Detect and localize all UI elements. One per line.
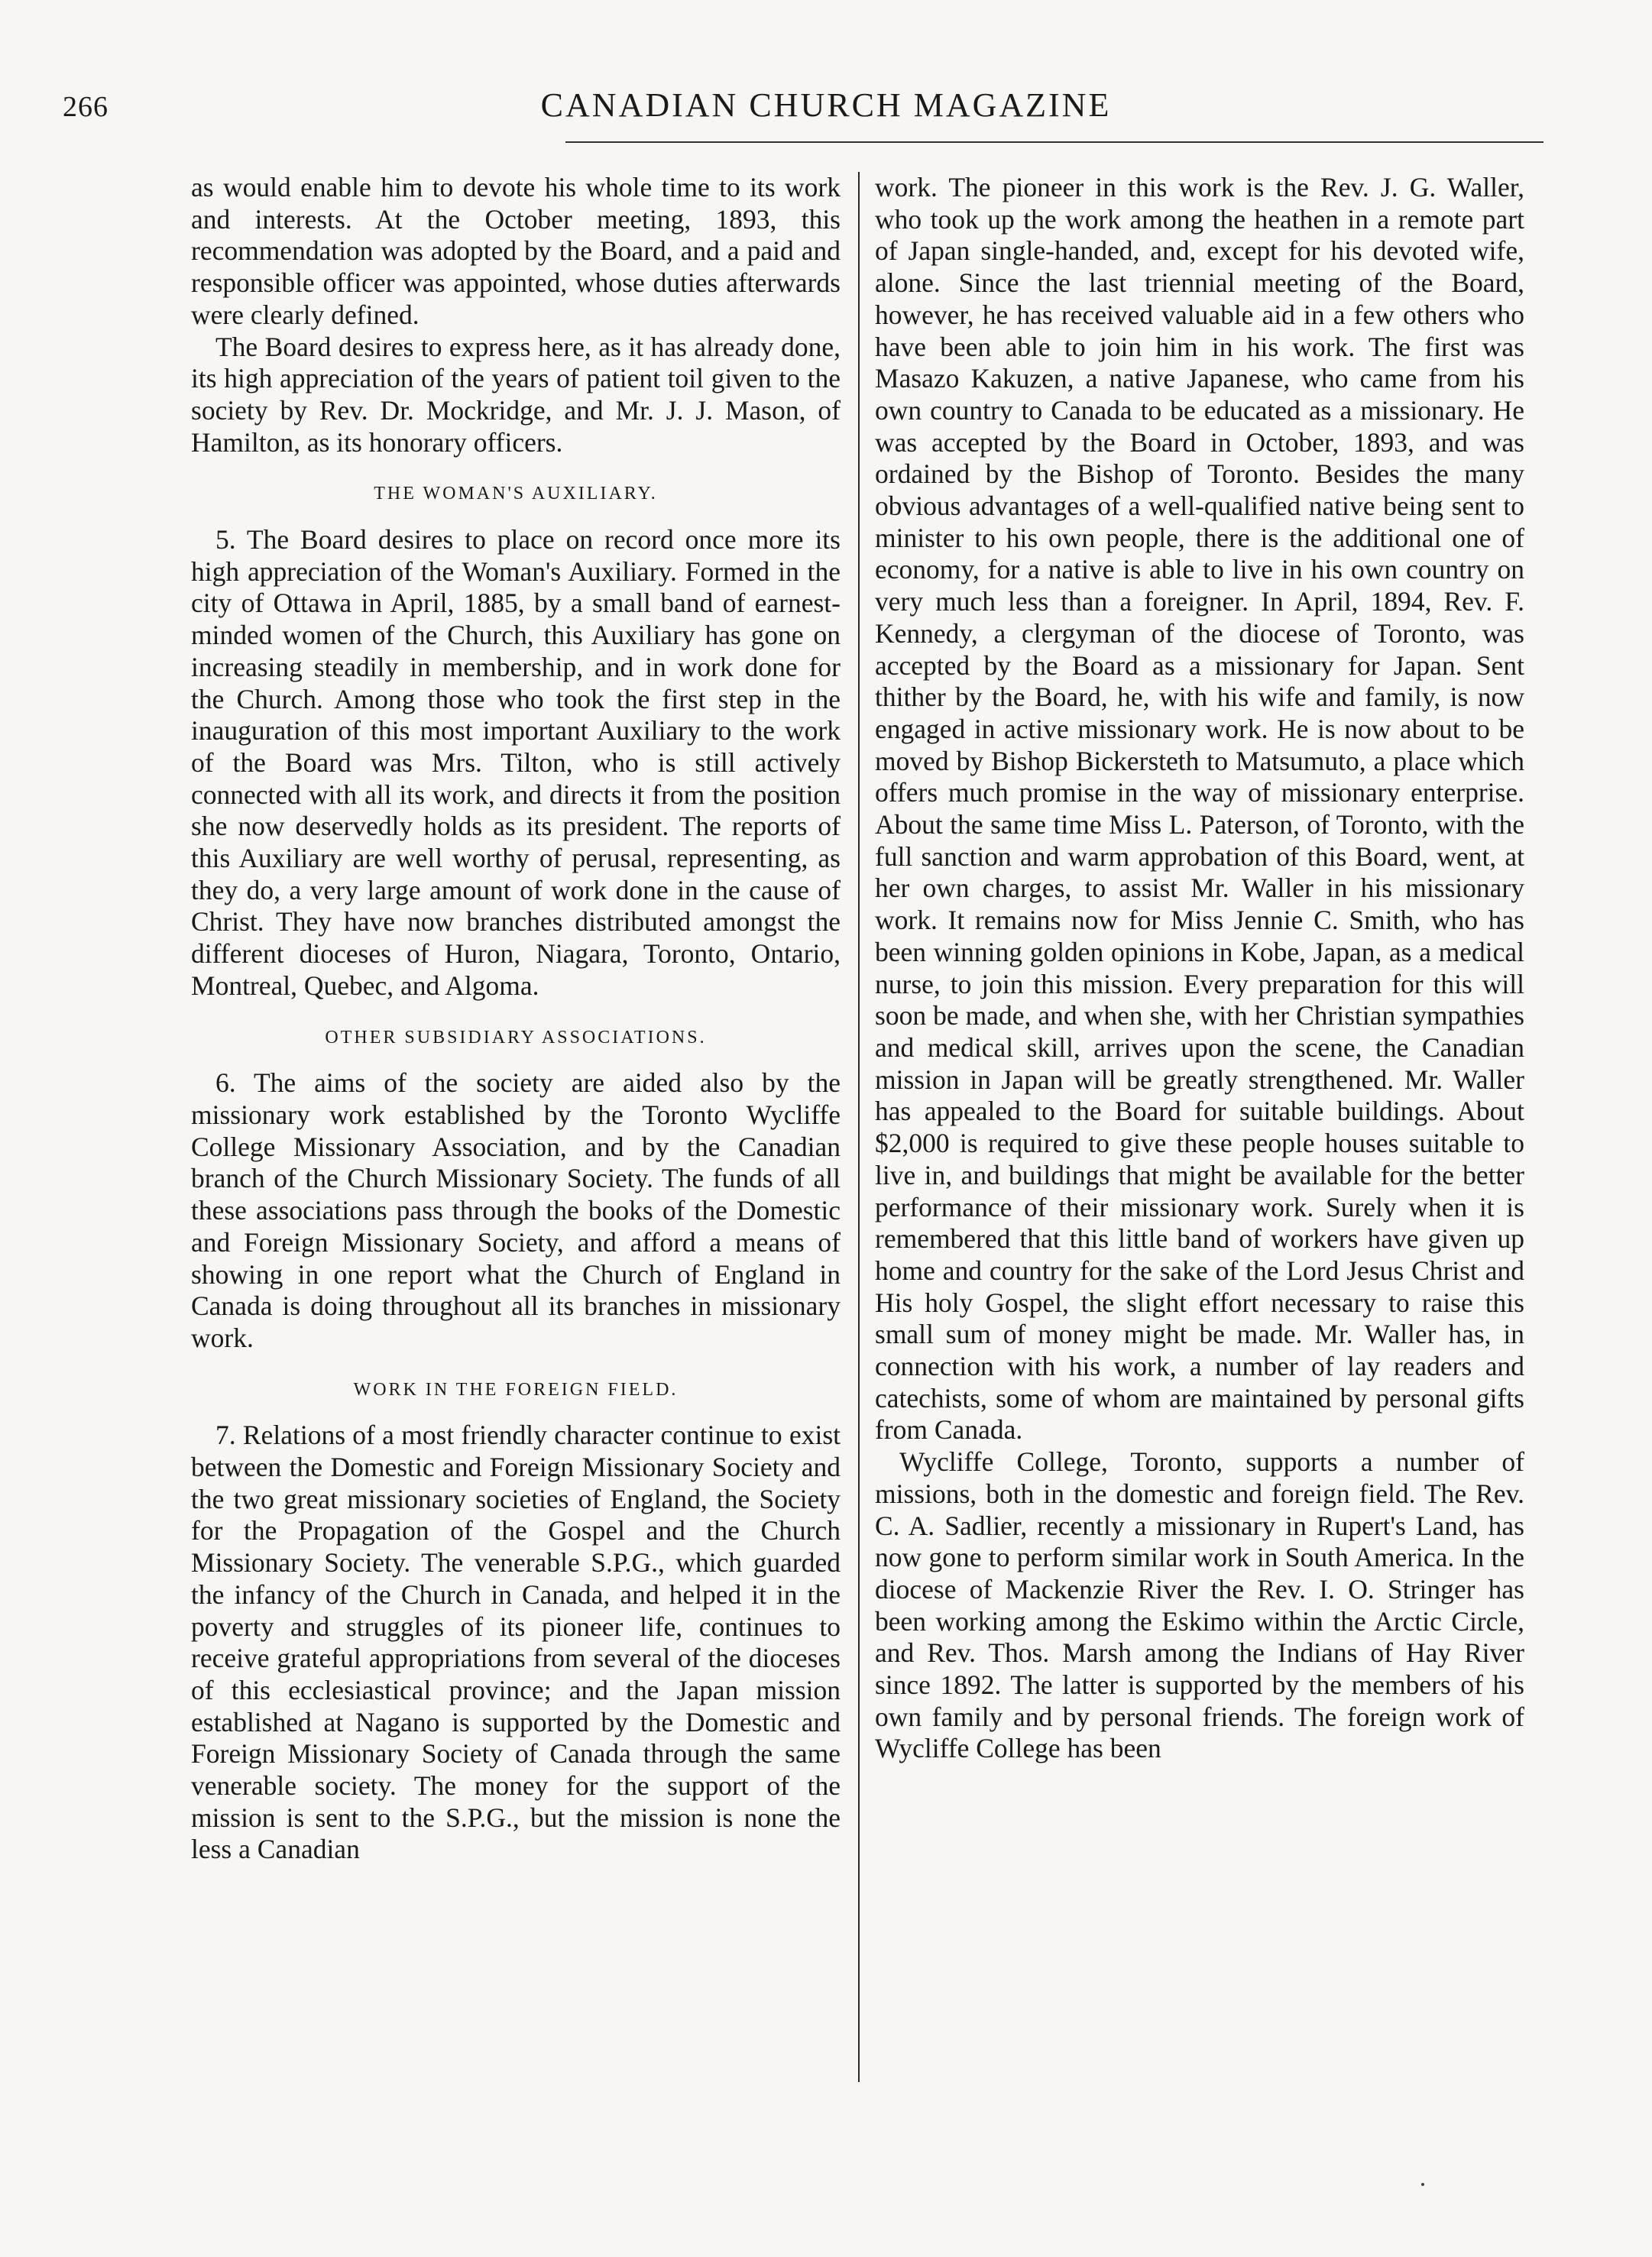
right-paragraph-2: Wycliffe College, Toronto, supports a number of missions, both in the domestic and foreign field. The Rev. C. A. Sadlier, recently a missionary in Rupert's Land, has now gone to perform similar work in South America. In the diocese of Mackenzie River the Rev. I. O. Stringer has been working among the Eskimo within the Arctic Circle, and Rev. Thos. Marsh among the Indians of Hay River since 1892. The latter is supported by the members of his own family and by personal friends. The foreign work of Wycliffe College has been bbox=[875, 1446, 1524, 1764]
section-heading-womans-auxiliary: THE WOMAN'S AUXILIARY. bbox=[374, 484, 658, 504]
right-paragraph-1: work. The pioneer in this work is the Rev. J. G. Waller, who took up the work among the heathen in a remote part of Japan single-handed, and, except for his devoted wife, alone. Since the last triennial meeting of the Board, however, he has received valuable aid in a few others who have been able to join him in his work. The first was Masazo Kakuzen, a native Japanese, who came from his own country to Canada to be educated as a missionary. He was accepted by the Board in October, 1893, and was ordained by the Bishop of Toronto. Besides the many obvious advantages of a well-qualified native being sent to minister to his own people, there is the additional one of economy, for a native is able to live in his own country on very much less than a foreigner. In April, 1894, Rev. F. Kennedy, a clergyman of the diocese of Toronto, was accepted by the Board as a missionary for Japan. Sent thither by the Board, he, with his wife and family, is now engaged in active missionary work. He is now about to be moved by Bishop Bickersteth to Matsumuto, a place which offers much promise in the way of missionary enterprise. About the same time Miss L. Paterson, of Toronto, with the full sanction and warm approbation of this Board, went, at her own charges, to assist Mr. Waller in his missionary work. It remains now for Miss Jennie C. Smith, who has been winning golden opinions in Kobe, Japan, as a medical nurse, to join this mission. Every preparation for this will soon be made, and when she, with her Christian sympathies and medical skill, arrives upon the scene, the Canadian mission in Japan will be greatly strengthened. Mr. Waller has appealed to the Board for suitable buildings. About $2,000 is required to give these people houses suitable to live in, and buildings that might be available for the better performance of their missionary work. Surely when it is remembered that this little band of workers have given up home and country for the sake of the Lord Jesus Christ and His holy Gospel, the slight effort necessary to raise this small sum of money might be made. Mr. Waller has, in connection with his work, a number of lay readers and catechists, some of whom are maintained by personal gifts from Canada. bbox=[875, 172, 1524, 1446]
header-rule bbox=[565, 141, 1543, 143]
left-paragraph-2: The Board desires to express here, as it has already done, its high appreciation of the years of patient toil given to the society by Rev. Dr. Mockridge, and Mr. J. J. Mason, of Hamilton, as its honorary officers. bbox=[191, 331, 841, 458]
left-column bbox=[191, 172, 841, 1866]
left-paragraph-3: 5. The Board desires to place on record once more its high appreciation of the Woman's Auxiliary. Formed in the city of Ottawa in April, 1885, by a small band of earnest-minded women of the Church, this Auxiliary has gone on increasing steadily in membership, and in work done for the Church. Among those who took the first step in the inauguration of this most important Auxiliary to the work of the Board was Mrs. Tilton, who is still actively connected with all its work, and directs it from the position she now deservedly holds as its president. The reports of this Auxiliary are well worthy of perusal, representing, as they do, a very large amount of work done in the cause of Christ. They have now branches distributed amongst the different dioceses of Huron, Niagara, Toronto, Ontario, Montreal, Quebec, and Algoma. bbox=[191, 524, 841, 1001]
left-paragraph-1: as would enable him to devote his whole time to its work and interests. At the October meeting, 1893, this recommendation was adopted by the Board, and a paid and responsible officer was appointed, whose duties afterwards were clearly defined. bbox=[191, 172, 841, 330]
left-paragraph-5: 7. Relations of a most friendly character continue to exist between the Domestic and Foreign Missionary Society and the two great missionary societies of England, the Society for the Propagation of the Gospel and the Church Missionary Society. The venerable S.P.G., which guarded the infancy of the Church in Canada, and helped it in the poverty and struggles of its pioneer life, continues to receive grateful appropriations from several of the dioceses of this ecclesiastical province; and the Japan mission established at Nagano is supported by the Domestic and Foreign Missionary Society of Canada through the same venerable society. The money for the support of the mission is sent to the S.P.G., but the mission is none the less a Canadian bbox=[191, 1420, 841, 1865]
section-heading-foreign-field: WORK IN THE FOREIGN FIELD. bbox=[353, 1379, 679, 1400]
print-speck bbox=[1421, 2183, 1424, 2186]
page-number: 266 bbox=[63, 91, 109, 123]
section-heading-subsidiary-associations: OTHER SUBSIDIARY ASSOCIATIONS. bbox=[325, 1027, 707, 1048]
right-column bbox=[875, 172, 1524, 1765]
column-divider bbox=[858, 172, 860, 2082]
left-paragraph-4: 6. The aims of the society are aided also by the missionary work established by the Toronto Wycliffe College Missionary Association, and by the Canadian branch of the Church Missionary Society. The funds of all these associations pass through the books of the Domestic and Foreign Missionary Society, and afford a means of showing in one report what the Church of England in Canada is doing throughout all its branches in missionary work. bbox=[191, 1067, 841, 1353]
running-head-title: CANADIAN CHURCH MAGAZINE bbox=[540, 86, 1112, 124]
